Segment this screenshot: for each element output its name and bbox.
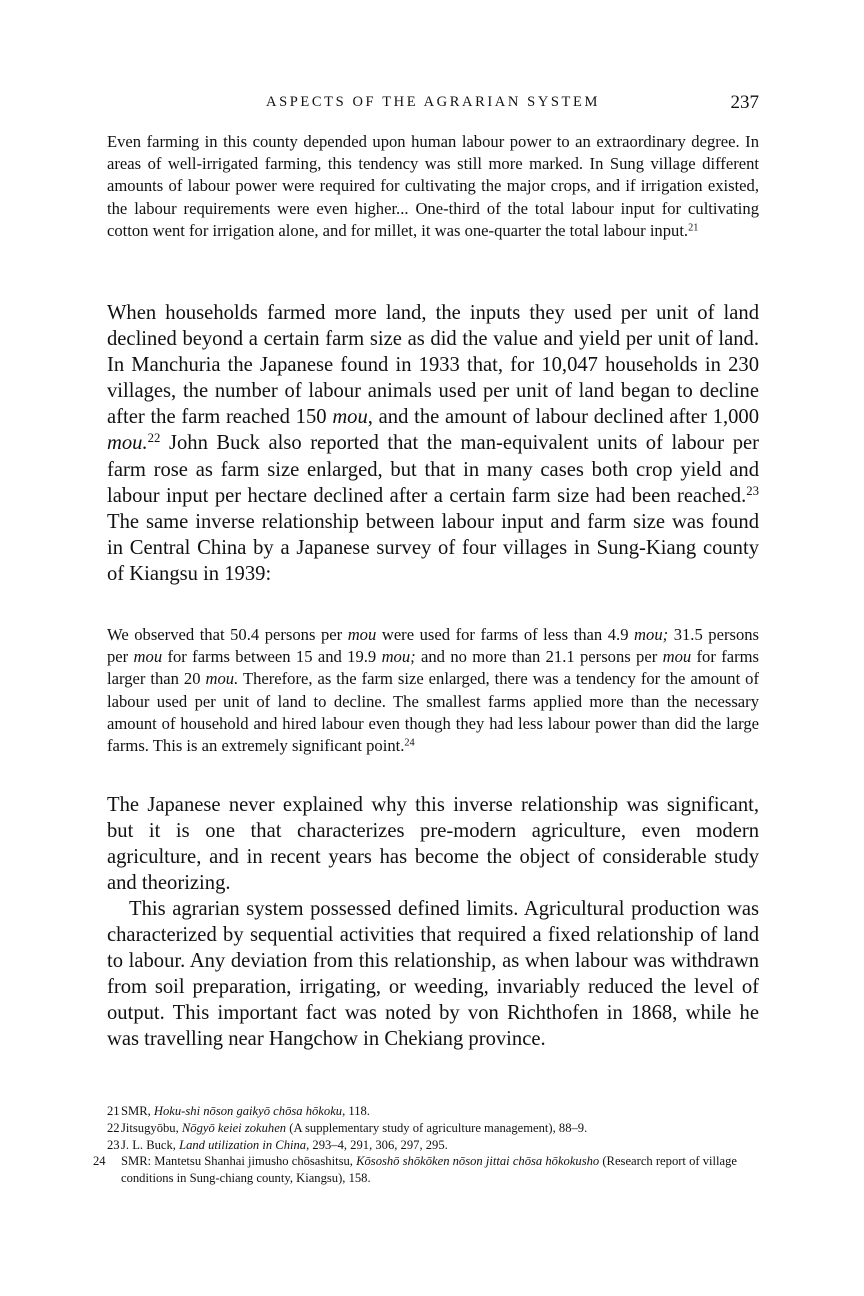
note-ref-22: 22 bbox=[147, 431, 161, 446]
paragraph-1-part-a: When households farmed more land, the inputs they used per unit of land declined beyond a certain farm size as did the value and yield per unit of land. In Manchuria the Japanese found in 1933 that, for 10,047 households in 230 villages, the number of labour animals used per unit of land began to decline after the farm reached 150 bbox=[107, 302, 759, 429]
term-mou: mou; bbox=[634, 625, 669, 644]
term-mou: mou. bbox=[107, 432, 148, 455]
note-ref-21: 21 bbox=[688, 222, 699, 234]
footnote-23: 23J. L. Buck, Land utilization in China, 293–4, 291, 306, 297, 295. bbox=[107, 1137, 448, 1152]
paragraph-3-text: This agrarian system possessed defined limits. Agricultural production was characterized by sequential activities that required a fixed relationship of land to labour. Any deviation from this relationship, as when labour was withdrawn from soil preparation, irrigating, or weeding, invariably reduced the level of output. This important fact was noted by von Richthofen in 1868, while he was travelling near Hangchow in Chekiang province. bbox=[107, 898, 759, 1051]
footnote-title: Hoku-shi nōson gaikyō chōsa hōkoku bbox=[153, 1104, 343, 1118]
term-mou: mou bbox=[133, 647, 163, 667]
term-mou: mou bbox=[332, 406, 368, 429]
paragraph-2 bbox=[107, 792, 759, 896]
note-ref-23: 23 bbox=[746, 483, 759, 498]
paragraph-1-part-d: The same inverse relationship between labour input and farm size was found in Central China by a Japanese survey of four villages in Sung-Kiang county of Kiangsu in 1939: bbox=[107, 510, 759, 585]
term-mou: mou. bbox=[205, 669, 239, 689]
footnote-title: Land utilization in China bbox=[179, 1137, 307, 1152]
footnote-title: Nōgyō keiei zokuhen bbox=[181, 1120, 287, 1135]
block-quote-2-part-e: and no more than 21.1 persons per bbox=[415, 647, 663, 667]
block-quote-2-part-g: Therefore, as the farm size enlarged, there was a tendency for the amount of labour used per unit of land to decline. The smallest farms applied more than the necessary amount of household and hired labour even though they had less labour power than did the large farms. This is an extremely significant point. bbox=[107, 669, 760, 756]
block-quote-2-part-a: We observed that 50.4 persons per bbox=[107, 625, 348, 644]
term-mou: mou bbox=[347, 625, 377, 644]
paragraph-1-part-c: John Buck also reported that the man-equivalent units of labour per farm rose as farm size enlarged, but that in many cases both crop yield and labour input per hectare declined after a certain farm size had been reached. bbox=[107, 432, 759, 507]
paragraph-1-part-b: , and the amount of labour declined after 1,000 bbox=[367, 406, 760, 429]
footnotes bbox=[93, 1103, 759, 1187]
page-header bbox=[107, 92, 759, 118]
note-ref-24: 24 bbox=[404, 737, 415, 749]
block-quote-1-text: Even farming in this county depended upon human labour power to an extraordinary degree. In areas of well-irrigated farming, this tendency was still more marked. In Sung village different amounts of labour power were required for cultivating the major crops, and if irrigation existed, the labour requirements were even higher... One-third of the total labour input for cultivating cotton went for irrigation alone, and for millet, it was one-quarter the total labour input. bbox=[107, 132, 759, 240]
footnote-22: 22Jitsugyōbu, Nōgyō keiei zokuhen (A supplementary study of agriculture management), 88–9. bbox=[107, 1120, 588, 1135]
block-quote-2-part-d: for farms between 15 and 19.9 bbox=[162, 647, 382, 667]
footnote-mark: 21 bbox=[107, 1104, 120, 1118]
block-quote-2 bbox=[107, 624, 759, 757]
running-head: ASPECTS OF THE AGRARIAN SYSTEM bbox=[266, 94, 600, 110]
footnote-mark: 24 bbox=[93, 1154, 106, 1169]
footnote-title: Kōsoshō shōkōken nōson jittai chōsa hōkokusho bbox=[356, 1154, 600, 1169]
block-quote-2-part-f: for farms larger than 20 bbox=[107, 647, 759, 689]
paragraph-3 bbox=[107, 896, 759, 1053]
footnote-24: 24 SMR: Mantetsu Shanhai jimusho chōsashitsu, Kōsoshō shōkōken nōson jittai chōsa hōkokusho (Research report of village conditions in Sung-chiang county, Kiangsu), 158. bbox=[93, 1154, 737, 1186]
block-quote-2-part-c: 31.5 persons per bbox=[107, 625, 759, 667]
paragraph-2-text: The Japanese never explained why this inverse relationship was significant, but it is one that characterizes pre-modern agriculture, even modern agriculture, and in recent years has become the object of considerable study and theorizing. bbox=[107, 794, 759, 895]
term-mou: mou; bbox=[381, 647, 416, 667]
block-quote-2-part-b: were used for farms of less than 4.9 bbox=[376, 625, 635, 644]
footnote-21: 21SMR, Hoku-shi nōson gaikyō chōsa hōkoku, 118. bbox=[107, 1104, 370, 1118]
footnote-mark: 22 bbox=[107, 1120, 120, 1135]
block-quote-1 bbox=[107, 131, 759, 242]
footnote-mark: 23 bbox=[107, 1137, 120, 1152]
paragraph-1 bbox=[107, 300, 759, 587]
page-number: 237 bbox=[730, 92, 759, 113]
term-mou: mou bbox=[662, 647, 692, 667]
